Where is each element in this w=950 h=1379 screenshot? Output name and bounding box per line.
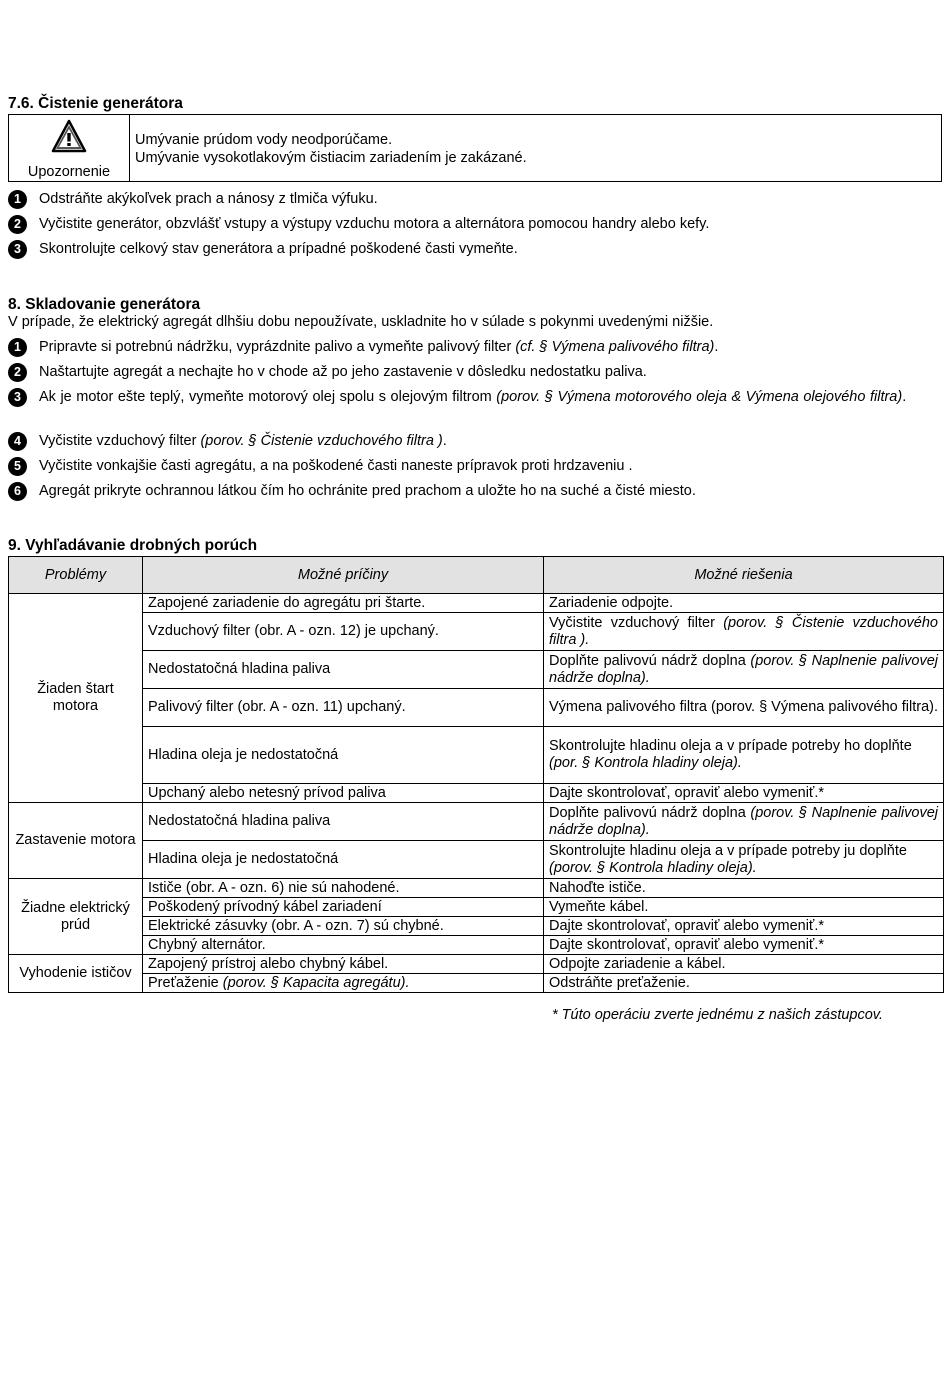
step-number: 6: [8, 482, 27, 501]
step-text: Vyčistite generátor, obzvlášť vstupy a výstupy vzduchu motora a alternátora pomocou handry alebo kefy.: [39, 216, 710, 232]
step-number: 3: [8, 240, 27, 259]
step-text: Vyčistite vonkajšie časti agregátu, a na poškodené časti naneste prípravok proti hrdzaveniu .: [39, 458, 633, 474]
warning-line: Umývanie prúdom vody neodporúčame.: [135, 132, 393, 148]
cause-cell: Nedostatočná hladina paliva: [143, 803, 544, 841]
header-problems: Problémy: [9, 557, 143, 594]
troubleshooting-table: [8, 556, 944, 993]
solution-cell: Dajte skontrolovať, opraviť alebo vymeniť.*: [544, 936, 944, 955]
warning-triangle-icon: [51, 119, 87, 153]
table-row: [9, 613, 944, 651]
table-row: [9, 689, 944, 727]
step-number: 1: [8, 190, 27, 209]
cause-cell: Hladina oleja je nedostatočná: [143, 841, 544, 879]
solution-cell: Odstráňte preťaženie.: [544, 974, 944, 993]
problem-cell: Zastavenie motora: [9, 803, 143, 879]
step-number: 2: [8, 215, 27, 234]
section-title-9: 9. Vyhľadávanie drobných porúch: [8, 537, 258, 554]
solution-cell: Doplňte palivovú nádrž doplna (porov. § Naplnenie palivovej nádrže doplna).: [544, 651, 944, 689]
cause-cell: Upchaný alebo netesný prívod paliva: [143, 784, 544, 803]
solution-cell: Výmena palivového filtra (porov. § Výmena palivového filtra).: [544, 689, 944, 727]
table-row: [9, 898, 944, 917]
cause-cell: Chybný alternátor.: [143, 936, 544, 955]
solution-cell: Doplňte palivovú nádrž doplna (porov. § Naplnenie palivovej nádrže doplna).: [544, 803, 944, 841]
table-row: [9, 727, 944, 784]
cause-cell: Poškodený prívodný kábel zariadení: [143, 898, 544, 917]
problem-cell: Žiadne elektrický prúd: [9, 879, 143, 955]
warning-cell: [9, 115, 130, 181]
problem-cell: Vyhodenie ističov: [9, 955, 143, 993]
step-text: Naštartujte agregát a nechajte ho v chode až po jeho zastavenie v dôsledku nedostatku paliva.: [39, 364, 647, 380]
list-item: [8, 215, 944, 234]
table-row: [9, 917, 944, 936]
table-row: [9, 974, 944, 993]
section-title-7-6: 7.6. Čistenie generátora: [8, 95, 183, 112]
table-row: [9, 879, 944, 898]
list-item: [8, 363, 944, 382]
section-intro: V prípade, že elektrický agregát dlhšiu dobu nepoužívate, uskladnite ho v súlade s pokynmi uvedenými nižšie.: [8, 314, 714, 330]
list-item: [8, 432, 944, 451]
table-row: [9, 594, 944, 613]
step-text: Agregát prikryte ochrannou látkou čím ho ochránite pred prachom a uložte ho na suché a čisté miesto.: [39, 483, 696, 499]
solution-cell: Vymeňte kábel.: [544, 898, 944, 917]
cause-cell: Palivový filter (obr. A - ozn. 11) upchaný.: [143, 689, 544, 727]
solution-cell: Dajte skontrolovať, opraviť alebo vymeniť.*: [544, 917, 944, 936]
warning-line: Umývanie vysokotlakovým čistiacim zariadením je zakázané.: [135, 150, 527, 166]
table-row: [9, 936, 944, 955]
list-item: [8, 457, 944, 476]
cause-cell: Preťaženie (porov. § Kapacita agregátu).: [143, 974, 544, 993]
solution-cell: Skontrolujte hladinu oleja a v prípade potreby ho doplňte (por. § Kontrola hladiny oleja).: [544, 727, 944, 784]
step-text: Odstráňte akýkoľvek prach a nánosy z tlmiča výfuku.: [39, 191, 378, 207]
solution-cell: Nahoďte ističe.: [544, 879, 944, 898]
table-row: [9, 803, 944, 841]
problem-cell: Žiaden štart motora: [9, 594, 143, 803]
step-number: 3: [8, 388, 27, 407]
list-item: [8, 190, 944, 209]
solution-cell: Zariadenie odpojte.: [544, 594, 944, 613]
section-title-8: 8. Skladovanie generátora: [8, 296, 201, 313]
header-causes: Možné príčiny: [143, 557, 544, 594]
table-row: [9, 955, 944, 974]
cause-cell: Ističe (obr. A - ozn. 6) nie sú nahodené.: [143, 879, 544, 898]
cause-cell: Nedostatočná hladina paliva: [143, 651, 544, 689]
table-footnote: * Túto operáciu zverte jednému z našich zástupcov.: [552, 1007, 883, 1023]
warning-text: [135, 131, 527, 167]
table-row: [9, 651, 944, 689]
cause-cell: Hladina oleja je nedostatočná: [143, 727, 544, 784]
step-text: Vyčistite vzduchový filter (porov. § Čistenie vzduchového filtra ).: [39, 433, 447, 449]
solution-cell: Dajte skontrolovať, opraviť alebo vymeniť.*: [544, 784, 944, 803]
solution-cell: Skontrolujte hladinu oleja a v prípade potreby ju doplňte (porov. § Kontrola hladiny oleja).: [544, 841, 944, 879]
table-header-row: [9, 557, 944, 594]
solution-cell: Vyčistite vzduchový filter (porov. § Čistenie vzduchového filtra ).: [544, 613, 944, 651]
step-text: Ak je motor ešte teplý, vymeňte motorový olej spolu s olejovým filtrom (porov. § Výmena motorového oleja & Výmena olejového filtra).: [39, 389, 907, 405]
warning-label: Upozornenie: [27, 164, 111, 180]
table-row: [9, 784, 944, 803]
list-item: [8, 482, 944, 501]
step-number: 5: [8, 457, 27, 476]
step-number: 2: [8, 363, 27, 382]
cause-cell: Zapojené zariadenie do agregátu pri štarte.: [143, 594, 544, 613]
list-item: [8, 338, 944, 357]
step-text: Skontrolujte celkový stav generátora a prípadné poškodené časti vymeňte.: [39, 241, 518, 257]
table-row: [9, 841, 944, 879]
warning-box: [8, 114, 942, 182]
step-text: Pripravte si potrebnú nádržku, vyprázdnite palivo a vymeňte palivový filter (cf. § Výmena palivového filtra).: [39, 339, 719, 355]
solution-cell: Odpojte zariadenie a kábel.: [544, 955, 944, 974]
list-item: [8, 388, 944, 407]
header-solutions: Možné riešenia: [544, 557, 944, 594]
step-number: 1: [8, 338, 27, 357]
cause-cell: Elektrické zásuvky (obr. A - ozn. 7) sú chybné.: [143, 917, 544, 936]
list-item: [8, 240, 944, 259]
step-number: 4: [8, 432, 27, 451]
cause-cell: Vzduchový filter (obr. A - ozn. 12) je upchaný.: [143, 613, 544, 651]
cause-cell: Zapojený prístroj alebo chybný kábel.: [143, 955, 544, 974]
